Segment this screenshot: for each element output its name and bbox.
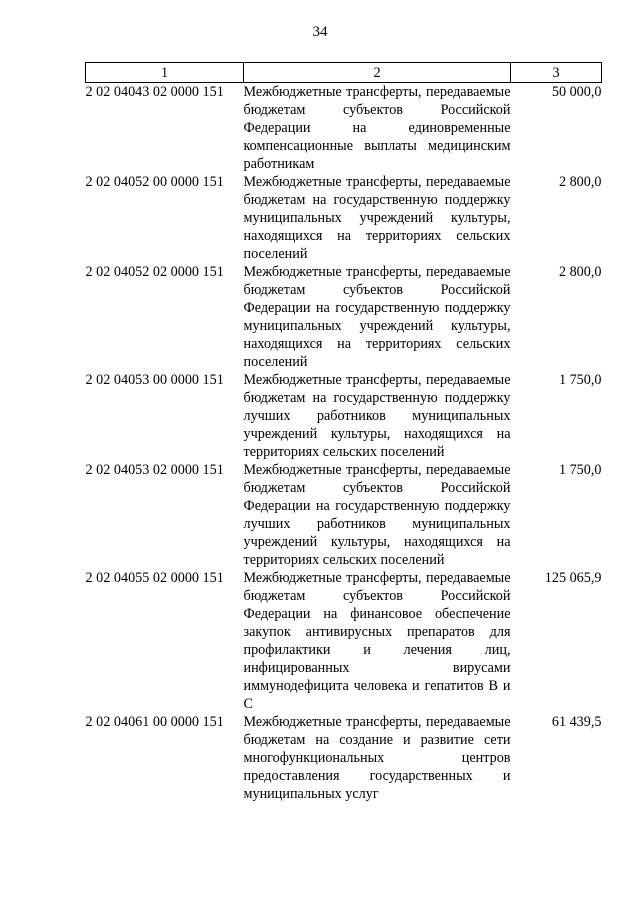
table-row [86, 569, 602, 713]
row-code: 2 02 04053 02 0000 151 [85, 462, 224, 478]
row-amount: 1 750,0 [558, 462, 602, 478]
column-header-amount: 3 [511, 63, 602, 83]
row-description: Межбюджетные трансферты, передаваемые бюджетам субъектов Российской Федерации на государственную поддержку лучших работников муниципальных учреждений культуры, находящихся на территориях сельских поселений [243, 462, 511, 568]
row-amount: 1 750,0 [558, 372, 602, 388]
table-row [86, 83, 602, 174]
table-row [86, 461, 602, 569]
table-header-row [86, 63, 602, 83]
row-description: Межбюджетные трансферты, передаваемые бюджетам на создание и развитие сети многофункциональных центров предоставления государственных и муниципальных услуг [243, 714, 511, 802]
row-amount: 125 065,9 [544, 570, 602, 586]
row-amount: 2 800,0 [558, 174, 602, 190]
table-row [86, 371, 602, 461]
table-row [86, 263, 602, 371]
row-description: Межбюджетные трансферты, передаваемые бюджетам субъектов Российской Федерации на единовременные компенсационные выплаты медицинским работникам [243, 84, 511, 172]
page-number: 34 [312, 24, 328, 40]
budget-table [85, 62, 602, 803]
row-code: 2 02 04061 00 0000 151 [85, 714, 224, 730]
row-description: Межбюджетные трансферты, передаваемые бюджетам на государственную поддержку муниципальных учреждений культуры, находящихся на территориях сельских поселений [243, 174, 511, 262]
row-amount: 2 800,0 [558, 264, 602, 280]
row-code: 2 02 04052 00 0000 151 [85, 174, 224, 190]
row-description: Межбюджетные трансферты, передаваемые бюджетам субъектов Российской Федерации на государственную поддержку муниципальных учреждений культуры, находящихся на территориях сельских поселений [243, 264, 511, 370]
row-amount: 50 000,0 [551, 84, 602, 100]
table-row [86, 173, 602, 263]
column-header-description: 2 [244, 63, 511, 83]
row-description: Межбюджетные трансферты, передаваемые бюджетам субъектов Российской Федерации на финансовое обеспечение закупок антивирусных препаратов для профилактики и лечения лиц, инфицированных вирусами иммунодефицита человека и гепатитов В и С [243, 570, 511, 712]
row-description: Межбюджетные трансферты, передаваемые бюджетам на государственную поддержку лучших работников муниципальных учреждений культуры, находящихся на территориях сельских поселений [243, 372, 511, 460]
row-code: 2 02 04052 02 0000 151 [85, 264, 224, 280]
row-code: 2 02 04043 02 0000 151 [85, 84, 224, 100]
row-code: 2 02 04053 00 0000 151 [85, 372, 224, 388]
table-row [86, 713, 602, 803]
row-code: 2 02 04055 02 0000 151 [85, 570, 224, 586]
row-amount: 61 439,5 [551, 714, 602, 730]
column-header-code: 1 [86, 63, 244, 83]
